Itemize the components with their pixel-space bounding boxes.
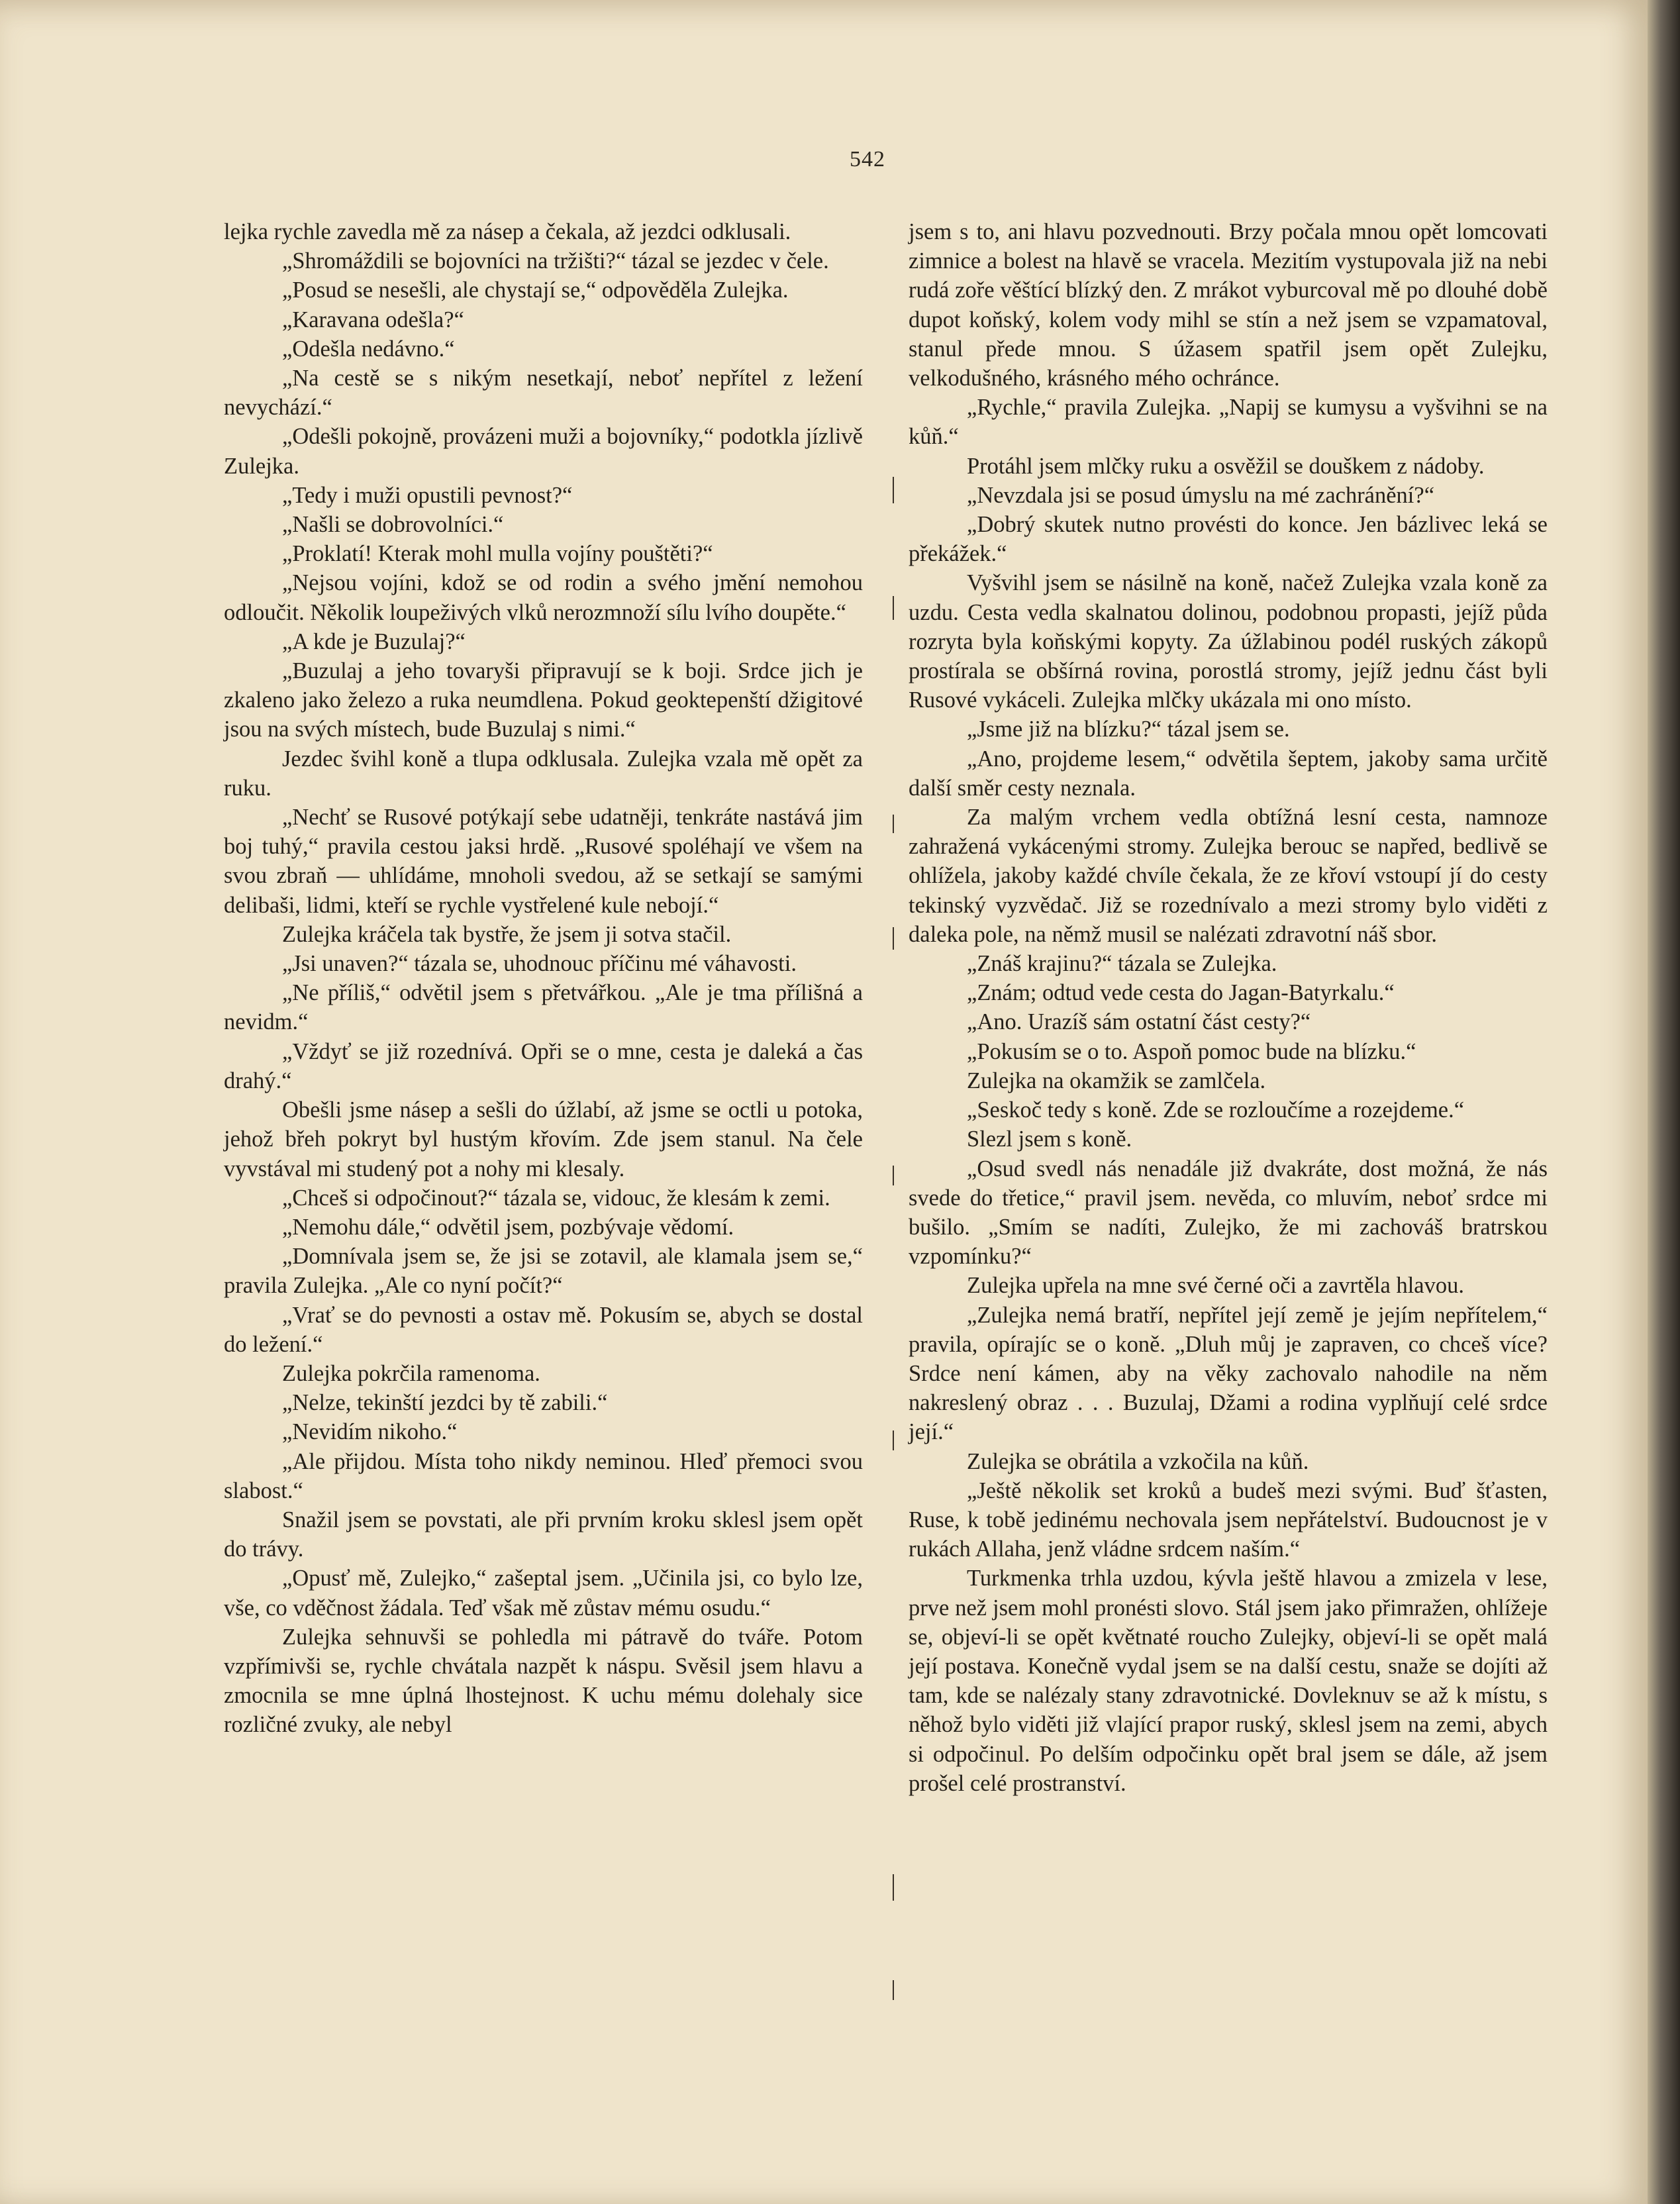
paragraph: Jezdec švihl koně a tlupa odklusala. Zulejka vzala mě opět za ruku. [224, 746, 863, 801]
column-rule-mark [893, 1874, 894, 1901]
paragraph: „Vždyť se již rozednívá. Opři se o mne, cesta je daleká a čas drahý.“ [224, 1038, 863, 1093]
paragraph: „Posud se nesešli, ale chystají se,“ odpověděla Zulejka. [282, 277, 789, 303]
left-text-column [224, 217, 863, 1740]
column-rule-mark [893, 815, 894, 833]
paragraph: „Seskoč tedy s koně. Zde se rozloučíme a rozejdeme.“ [967, 1097, 1465, 1123]
paragraph: Zulejka se obrátila a vzkočila na kůň. [967, 1448, 1309, 1474]
paragraph: „Na cestě se s nikým nesetkají, neboť nepřítel z ležení nevychází.“ [224, 366, 863, 421]
paragraph: „Nemohu dále,“ odvětil jsem, pozbývaje vědomí. [282, 1214, 734, 1240]
paragraph: Protáhl jsem mlčky ruku a osvěžil se douškem z nádoby. [967, 453, 1485, 479]
paragraph: „Dobrý skutek nutno provésti do konce. Jen bázlivec leká se překážek.“ [909, 512, 1548, 567]
paragraph: „Opusť mě, Zulejko,“ zašeptal jsem. „Učinila jsi, co bylo lze, vše, co vděčnost žádala. Teď však mě zůstav mému osudu.“ [224, 1566, 863, 1621]
paragraph: Snažil jsem se povstati, ale při prvním kroku sklesl jsem opět do trávy. [224, 1507, 863, 1562]
paragraph: „Rychle,“ pravila Zulejka. „Napij se kumysu a vyšvihni se na kůň.“ [909, 395, 1548, 450]
paragraph: „Tedy i muži opustili pevnost?“ [282, 482, 573, 508]
paragraph: „Nelze, tekinští jezdci by tě zabili.“ [282, 1390, 608, 1416]
paragraph: Zulejka pokrčila ramenoma. [282, 1360, 540, 1386]
paragraph: „Odešla nedávno.“ [282, 336, 455, 362]
paragraph: „Našli se dobrovolníci.“ [282, 512, 504, 538]
paragraph: „Ale přijdou. Místa toho nikdy neminou. Hleď přemoci svou slabost.“ [224, 1448, 863, 1503]
paragraph: „Ne příliš,“ odvětil jsem s přetvářkou. „Ale je tma přílišná a nevidm.“ [224, 980, 863, 1035]
paragraph: „Domnívala jsem se, že jsi se zotavil, ale klamala jsem se,“ pravila Zulejka. „Ale co nyní počít?“ [224, 1244, 863, 1299]
paragraph: Za malým vrchem vedla obtížná lesní cesta, namnoze zahražená vykácenými stromy. Zulejka berouc se napřed, bedlivě se ohlížela, jakoby každé chvíle čekala, že ze křoví vstoupí jí do cesty tekinský vyzvědač. Již se rozednívalo a mezi stromy bylo viděti z daleka pole, na němž musil se nalézati zdravotní náš sbor. [909, 805, 1548, 947]
column-rule-mark [893, 927, 894, 950]
paragraph: „A kde je Buzulaj?“ [282, 628, 466, 654]
paragraph: „Ano. Urazíš sám ostatní část cesty?“ [967, 1009, 1311, 1035]
paragraph: „Jsi unaven?“ tázala se, uhodnouc příčinu mé váhavosti. [282, 951, 797, 977]
paragraph: „Ano, projdeme lesem,“ odvětila šeptem, jakoby sama určitě další směr cesty neznala. [909, 746, 1548, 801]
column-rule-mark [893, 1166, 894, 1185]
paragraph: Zulejka na okamžik se zamlčela. [967, 1068, 1266, 1093]
paragraph: „Nechť se Rusové potýkají sebe udatněji, tenkráte nastává jim boj tuhý,“ pravila cestou jaksi hrdě. „Rusové spoléhají ve všem na svou zbraň — uhlídáme, mnoholi svedou, až se setkají se samými delibaši, lidmi, kteří se rychle vystřelené kule nebojí.“ [224, 805, 863, 918]
page-number: 542 [850, 147, 885, 172]
paragraph: „Jsme již na blízku?“ tázal jsem se. [967, 717, 1290, 742]
paragraph: lejka rychle zavedla mě za násep a čekala, až jezdci odklusali. [224, 219, 791, 244]
paragraph: „Vrať se do pevnosti a ostav mě. Pokusím se, abych se dostal do ležení.“ [224, 1302, 863, 1357]
right-text-column [909, 217, 1548, 1798]
paragraph: Zulejka kráčela tak bystře, že jsem ji sotva stačil. [282, 921, 732, 947]
paragraph: „Nevzdala jsi se posud úmyslu na mé zachránění?“ [967, 482, 1435, 508]
paragraph: „Chceš si odpočinout?“ tázala se, vidouc, že klesám k zemi. [282, 1185, 830, 1211]
paragraph: „Osud svedl nás nenadále již dvakráte, dost možná, že nás svede do třetice,“ pravil jsem. nevěda, co mluvím, neboť srdce mi bušilo. „Smím se nadíti, Zulejko, že mi zachováš bratrskou vzpomínku?“ [909, 1156, 1548, 1270]
paragraph: „Nevidím nikoho.“ [282, 1419, 458, 1445]
paragraph: „Odešli pokojně, provázeni muži a bojovníky,“ podotkla jízlivě Zulejka. [224, 424, 863, 479]
paragraph: „Pokusím se o to. Aspoň pomoc bude na blízku.“ [967, 1038, 1416, 1064]
column-rule-mark [893, 1430, 894, 1450]
paragraph: Obešli jsme násep a sešli do úžlabí, až jsme se octli u potoka, jehož břeh pokryt byl hustým křovím. Zde jsem stanul. Na čele vyvstával mi studený pot a nohy mi klesaly. [224, 1097, 863, 1181]
paragraph: Slezl jsem s koně. [967, 1127, 1132, 1152]
paragraph: Turkmenka trhla uzdou, kývla ještě hlavou a zmizela v lese, prve než jsem mohl pronésti slovo. Stál jsem jako přimražen, ohlížeje se, objeví-li se opět květnaté roucho Zulejky, objeví-li se opět malá její postava. Konečně vydal jsem se na další cestu, snaže se dojíti až tam, kde se nalézaly stany zdravotnické. Dovleknuv se až k místu, s něhož bylo viděti již vlající prapor ruský, sklesl jsem na zemi, abych si odpočinul. Po delším odpočinku opět bral jsem se dále, až jsem prošel celé prostranství. [909, 1566, 1548, 1796]
paragraph: „Buzulaj a jeho tovaryši připravují se k boji. Srdce jich je zkaleno jako železo a ruka neumdlena. Pokud geoktepenští džigitové jsou na svých místech, bude Buzulaj s nimi.“ [224, 658, 863, 742]
paragraph: Zulejka sehnuvši se pohledla mi pátravě do tváře. Potom vzpřímivši se, rychle chvátala nazpět k náspu. Svěsil jsem hlavu a zmocnila se mne úplná lhostejnost. K uchu mému dolehaly sice rozličné zvuky, ale nebyl [224, 1624, 863, 1738]
paragraph: „Znám; odtud vede cesta do Jagan-Batyrkalu.“ [967, 980, 1395, 1006]
paragraph: „Nejsou vojíni, kdož se od rodin a svého jmění nemohou odloučit. Několik loupeživých vlků nerozmnoží sílu lvího doupěte.“ [224, 570, 863, 625]
paragraph: „Zulejka nemá bratří, nepřítel její země je jejím nepřítelem,“ pravila, opírajíc se o koně. „Dluh můj je zapraven, co chceš více? Srdce není kámen, aby na věky zachovalo nahodile na něm nakreslený obraz . . . Buzulaj, Džami a rodina vyplňují celé srdce její.“ [909, 1302, 1548, 1445]
column-rule-mark [893, 477, 894, 503]
page-edge [1648, 0, 1680, 2204]
paragraph: „Karavana odešla?“ [282, 307, 464, 332]
column-rule-mark [893, 596, 894, 620]
paragraph: Vyšvihl jsem se násilně na koně, načež Zulejka vzala koně za uzdu. Cesta vedla skalnatou dolinou, podobnou propasti, jejíž půda rozryta byla koňskými kopyty. Za úžlabinou podél ruských zákopů prostírala se obšírná rovina, porostlá stromy, jejíž jednu část byli Rusové vykáceli. Zulejka mlčky ukázala mi ono místo. [909, 570, 1548, 713]
paragraph: Zulejka upřela na mne své černé oči a zavrtěla hlavou. [967, 1273, 1464, 1299]
paragraph: „Shromáždili se bojovníci na tržišti?“ tázal se jezdec v čele. [282, 248, 829, 274]
paragraph: „Znáš krajinu?“ tázala se Zulejka. [967, 951, 1277, 977]
paragraph: „Proklatí! Kterak mohl mulla vojíny pouštěti?“ [282, 541, 713, 567]
column-rule-mark [893, 1980, 894, 2000]
paragraph: „Ještě několik set kroků a budeš mezi svými. Buď šťasten, Ruse, k tobě jedinému nechovala jsem nepřátelství. Budoucnost je v rukách Allaha, jenž vládne srdcem naším.“ [909, 1478, 1548, 1562]
paragraph: jsem s to, ani hlavu pozvednouti. Brzy počala mnou opět lomcovati zimnice a bolest na hlavě se vracela. Mezitím vystupovala již na nebi rudá zoře věštící blízký den. Z mrákot vyburcoval mě po dlouhé době dupot koňský, kolem vody mihl se stín a než jsem se vzpamatoval, stanul přede mnou. S úžasem spatřil jsem opět Zulejku, velkodušného, krásného mého ochránce. [909, 219, 1548, 391]
